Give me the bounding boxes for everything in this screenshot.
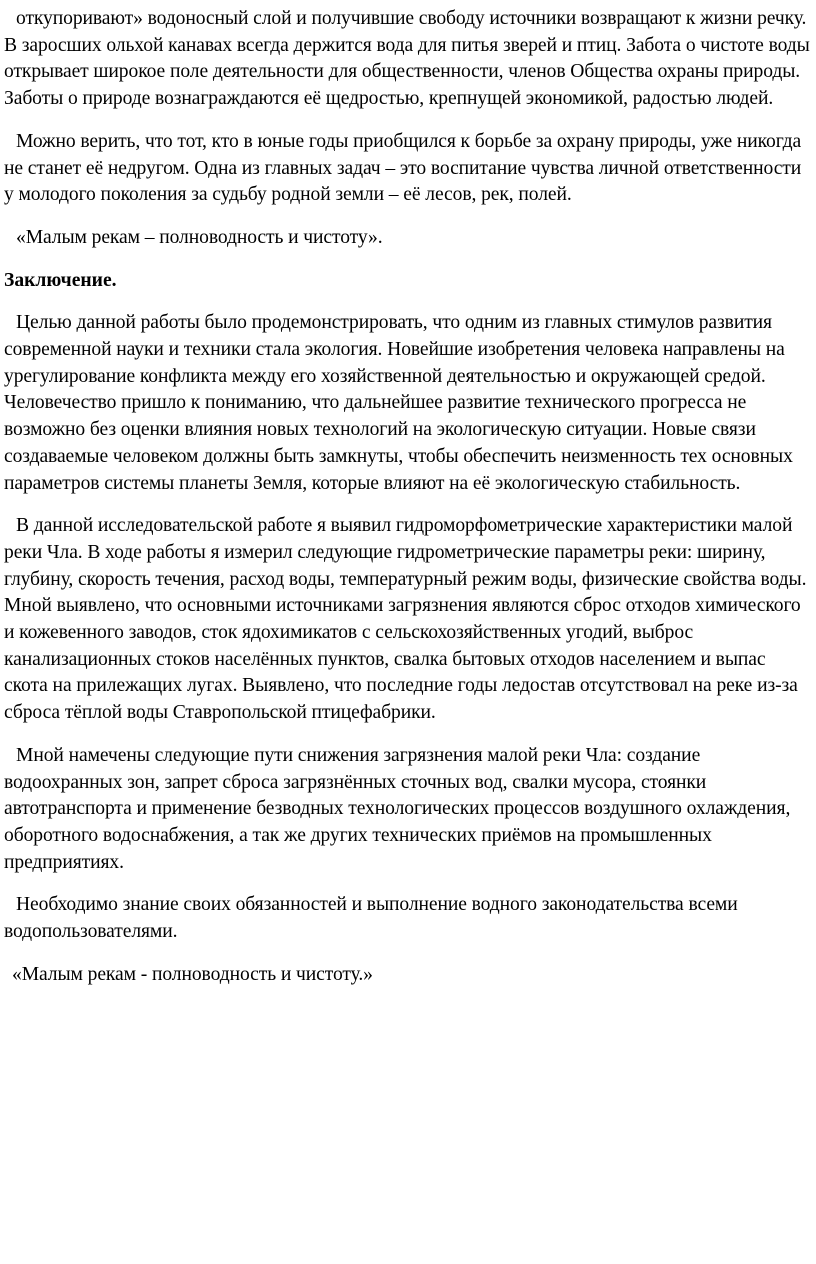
paragraph: «Малым рекам – полноводность и чистоту». bbox=[16, 226, 383, 248]
paragraph: Можно верить, что тот, кто в юные годы приобщился к борьбе за охрану природы, уже никогда не станет её недругом. Одна из главных задач – это воспитание чувства личной ответственности у молодого поколения за судьбу родной земли – её лесов, рек, полей. bbox=[4, 130, 802, 206]
section-heading: Заключение. bbox=[4, 269, 117, 291]
paragraph: В данной исследовательской работе я выявил гидроморфометрические характеристики малой реки Чла. В ходе работы я измерил следующие гидрометрические параметры реки: ширину, глубину, скорость течения, расход воды, температурный режим воды, физические свойства воды. Мной выявлено, что основными источниками загрязнения являются сброс отходов химического и кожевенного заводов, сток ядохимикатов с сельскохозяйственных угодий, выброс канализационных стоков населённых пунктов, свалка бытовых отходов населением и выпас скота на прилежащих лугах. Выявлено, что последние годы ледостав отсутствовал на реке из-за сброса тёплой воды Ставропольской птицефабрики. bbox=[4, 515, 807, 724]
paragraph: Целью данной работы было продемонстрировать, что одним из главных стимулов развития современной науки и техники стала экология. Новейшие изобретения человека направлены на урегулирование конфликта между его хозяйственной деятельностью и окружающей средой. Человечество пришло к пониманию, что дальнейшее развитие технического прогресса не возможно без оценки влияния новых технологий на экологическую ситуации. Новые связи создаваемые человеком должны быть замкнуты, чтобы обеспечить неизменность тех основных параметров системы планеты Земля, которые влияют на её экологическую стабильность. bbox=[4, 312, 793, 494]
closing-slogan: «Малым рекам - полноводность и чистоту.» bbox=[12, 963, 373, 985]
paragraph: Мной намечены следующие пути снижения загрязнения малой реки Чла: создание водоохранных зон, запрет сброса загрязнённых сточных вод, свалки мусора, стоянки автотранспорта и применение безводных технологических процессов воздушного охлаждения, оборотного водоснабжения, а так же других технических приёмов на промышленных предприятиях. bbox=[4, 744, 791, 873]
paragraph: Необходимо знание своих обязанностей и выполнение водного законодательства всеми водопользователями. bbox=[4, 894, 738, 943]
paragraph: откупоривают» водоносный слой и получившие свободу источники возвращают к жизни речку. В заросших ольхой канавах всегда держится вода для питья зверей и птиц. Забота о чистоте воды открывает широкое поле деятельности для общественности, членов Общества охраны природы. Заботы о природе вознаграждаются её щедростью, крепнущей экономикой, радостью людей. bbox=[4, 8, 810, 110]
